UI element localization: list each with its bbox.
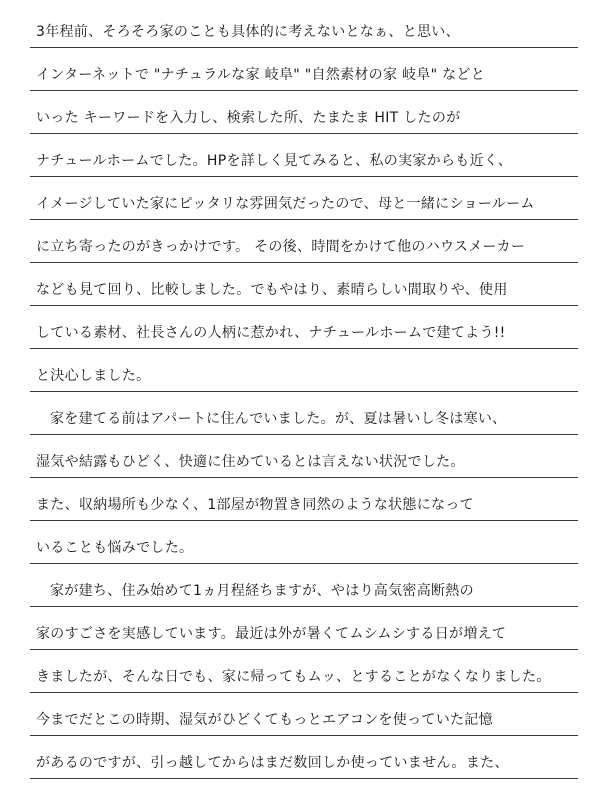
text-line-6: に立ち寄ったのがきっかけです。 その後、時間をかけて他のハウスメーカー bbox=[36, 239, 526, 255]
ruled-line bbox=[30, 176, 578, 177]
ruled-line bbox=[30, 391, 578, 392]
ruled-line bbox=[30, 434, 578, 435]
ruled-line bbox=[30, 133, 578, 134]
text-line-12: また、収納場所も少なく、1部屋が物置き同然のような状態になって bbox=[36, 497, 474, 513]
ruled-line bbox=[30, 692, 578, 693]
text-line-7: なども見て回り、比較しました。でもやはり、素晴らしい間取りや、使用 bbox=[36, 282, 508, 298]
ruled-line bbox=[30, 735, 578, 736]
text-line-5: イメージしていた家にピッタリな雰囲気だったので、母と一緒にショールーム bbox=[36, 196, 535, 212]
ruled-line bbox=[30, 520, 578, 521]
text-line-11: 湿気や結露もひどく、快適に住めているとは言えない状況でした。 bbox=[36, 454, 465, 470]
ruled-line bbox=[30, 606, 578, 607]
ruled-line bbox=[30, 348, 578, 349]
text-line-13: いることも悩みでした。 bbox=[36, 540, 194, 556]
ruled-line bbox=[30, 90, 578, 91]
ruled-line bbox=[30, 649, 578, 650]
ruled-line bbox=[30, 477, 578, 478]
ruled-line bbox=[30, 262, 578, 263]
text-line-18: があるのですが、引っ越してからはまだ数回しか使っていません。また、 bbox=[36, 755, 509, 771]
text-line-15: 家のすごさを実感しています。最近は外が暑くてムシムシする日が増えて bbox=[36, 626, 507, 642]
ruled-line bbox=[30, 563, 578, 564]
text-line-3: いった キーワードを入力し、検索した所、たまたま HIT したのが bbox=[36, 110, 461, 126]
text-line-4: ナチュールホームでした。HPを詳しく見てみると、私の実家からも近く、 bbox=[36, 153, 513, 169]
ruled-line bbox=[30, 47, 578, 48]
ruled-line bbox=[30, 778, 578, 779]
text-line-8: している素材、社長さんの人柄に惹かれ、ナチュールホームで建てよう!! bbox=[36, 325, 506, 341]
ruled-line bbox=[30, 305, 578, 306]
text-line-10: 家を建てる前はアパートに住んでいました。が、夏は暑いし冬は寒い、 bbox=[50, 411, 507, 427]
text-line-14: 家が建ち、住み始めて1ヵ月程経ちますが、やはり高気密高断熱の bbox=[50, 583, 474, 599]
text-line-16: きましたが、そんな日でも、家に帰ってもムッ、とすることがなくなりました。 bbox=[36, 669, 551, 685]
text-line-1: 3年程前、そろそろ家のことも具体的に考えないとなぁ、と思い、 bbox=[36, 24, 460, 40]
text-line-2: インターネットで "ナチュラルな家 岐阜" "自然素材の家 岐阜" などと bbox=[36, 67, 486, 83]
text-line-17: 今までだとこの時期、湿気がひどくてもっとエアコンを使っていた記憶 bbox=[36, 712, 493, 728]
text-line-9: と決心しました。 bbox=[36, 368, 151, 384]
ruled-line bbox=[30, 219, 578, 220]
